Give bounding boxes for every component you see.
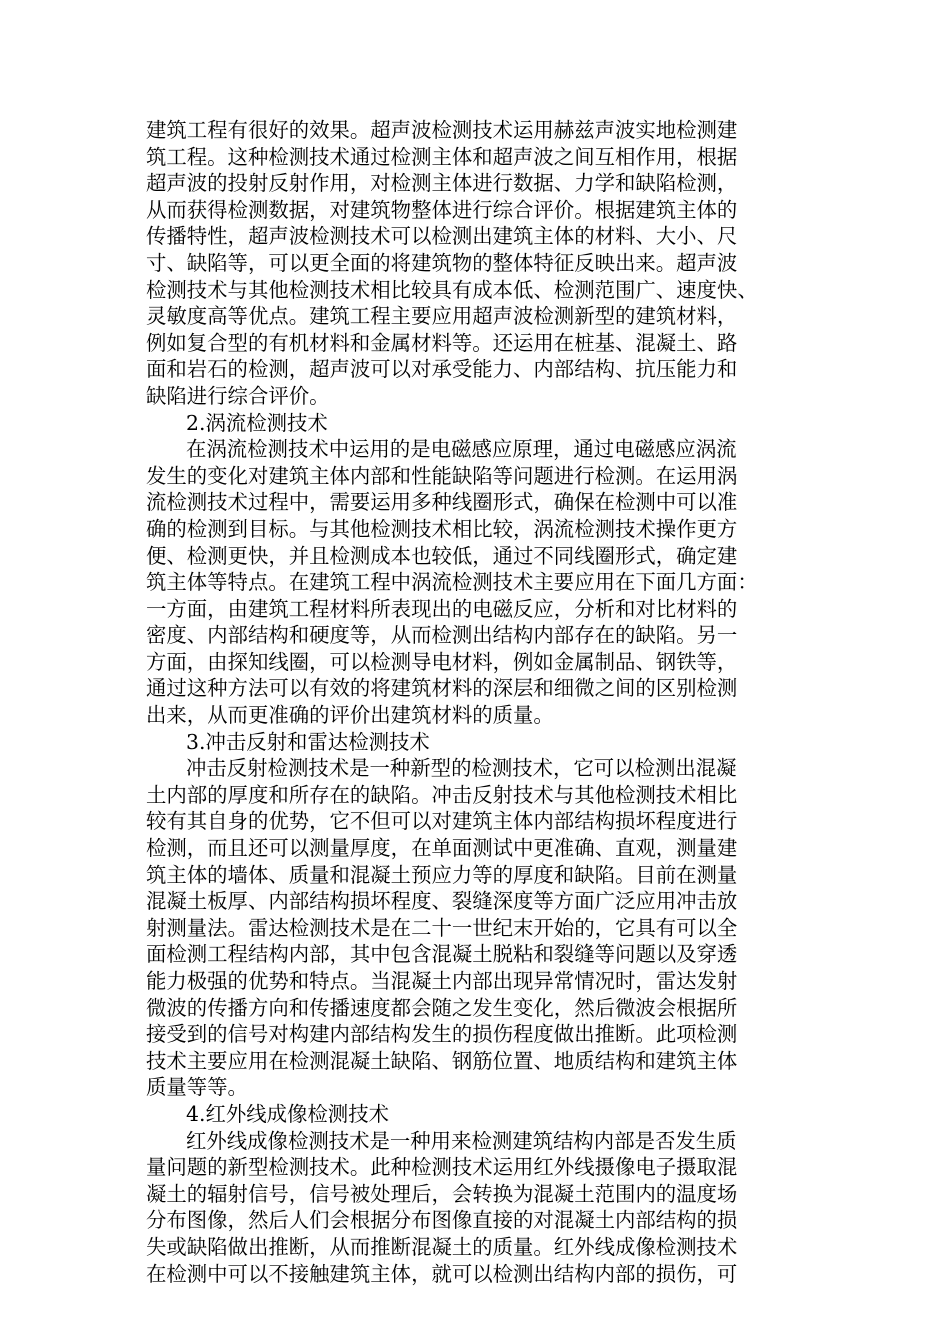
text-line: 面和岩石的检测，超声波可以对承受能力、内部结构、抗压能力和 [146,357,738,382]
text-line: 较有其自身的优势，它不但可以对建筑主体内部结构损坏程度进行 [146,809,738,834]
text-line: 检测，而且还可以测量厚度，在单面测试中更准确、直观，测量建 [146,836,738,861]
text-line: 流检测技术过程中，需要运用多种线圈形式，确保在检测中可以准 [146,490,738,515]
text-line: 方面，由探知线圈，可以检测导电材料，例如金属制品、钢铁等， [146,649,738,674]
text-line: 从而获得检测数据，对建筑物整体进行综合评价。根据建筑主体的 [146,197,738,222]
text-line: 在检测中可以不接触建筑主体，就可以检测出结构内部的损伤，可 [146,1261,738,1286]
paragraph-ultrasonic-continued [146,117,806,410]
text-line: 在涡流检测技术中运用的是电磁感应原理，通过电磁感应涡流 [186,437,737,462]
text-line: 确的检测到目标。与其他检测技术相比较，涡流检测技术操作更方 [146,516,738,541]
text-line: 分布图像，然后人们会根据分布图像直接的对混凝土内部结构的损 [146,1208,738,1233]
text-line: 超声波的投射反射作用，对检测主体进行数据、力学和缺陷检测， [146,171,738,196]
text-line: 灵敏度高等优点。建筑工程主要应用超声波检测新型的建筑材料， [146,304,738,329]
text-line: 筑工程。这种检测技术通过检测主体和超声波之间互相作用，根据 [146,144,738,169]
text-line: 微波的传播方向和传播速度都会随之发生变化，然后微波会根据所 [146,995,738,1020]
text-line: 例如复合型的有机材料和金属材料等。还运用在桩基、混凝土、路 [146,330,738,355]
section-heading-infrared: 4.红外线成像检测技术 [186,1101,389,1126]
paragraph-impact-radar [146,755,806,1101]
text-line: 冲击反射检测技术是一种新型的检测技术，它可以检测出混凝 [186,756,737,781]
text-line: 筑主体的墙体、质量和混凝土预应力等的厚度和缺陷。目前在测量 [146,862,738,887]
paragraph-infrared [146,1128,806,1288]
text-line: 传播特性，超声波检测技术可以检测出建筑主体的材料、大小、尺 [146,224,738,249]
text-line: 接受到的信号对构建内部结构发生的损伤程度做出推断。此项检测 [146,1022,738,1047]
text-line: 便、检测更快，并且检测成本也较低，通过不同线圈形式，确定建 [146,543,738,568]
text-line: 寸、缺陷等，可以更全面的将建筑物的整体特征反映出来。超声波 [146,250,738,275]
text-line: 红外线成像检测技术是一种用来检测建筑结构内部是否发生质 [186,1128,737,1153]
text-line: 质量等等。 [146,1075,248,1100]
paragraph-eddy-current [146,436,806,729]
text-line: 发生的变化对建筑主体内部和性能缺陷等问题进行检测。在运用涡 [146,463,738,488]
document-page [146,117,806,1287]
text-line: 混凝土板厚、内部结构损坏程度、裂缝深度等方面广泛应用冲击放 [146,889,738,914]
text-line: 技术主要应用在检测混凝土缺陷、钢筋位置、地质结构和建筑主体 [146,1048,738,1073]
text-line: 量问题的新型检测技术。此种检测技术运用红外线摄像电子摄取混 [146,1155,738,1180]
text-line: 筑主体等特点。在建筑工程中涡流检测技术主要应用在下面几方面： [146,570,758,595]
text-line: 土内部的厚度和所存在的缺陷。冲击反射技术与其他检测技术相比 [146,782,738,807]
text-line: 缺陷进行综合评价。 [146,383,330,408]
text-line: 出来，从而更准确的评价出建筑材料的质量。 [146,703,554,728]
section-heading-impact-radar: 3.冲击反射和雷达检测技术 [186,729,430,754]
text-line: 射测量法。雷达检测技术是在二十一世纪末开始的，它具有可以全 [146,915,738,940]
text-line: 建筑工程有很好的效果。超声波检测技术运用赫兹声波实地检测建 [146,118,738,142]
text-line: 一方面，由建筑工程材料所表现出的电磁反应，分析和对比材料的 [146,596,738,621]
text-line: 检测技术与其他检测技术相比较具有成本低、检测范围广、速度快、 [146,277,758,302]
text-line: 能力极强的优势和特点。当混凝土内部出现异常情况时，雷达发射 [146,969,738,993]
text-line: 通过这种方法可以有效的将建筑材料的深层和细微之间的区别检测 [146,676,738,701]
section-heading-eddy-current: 2.涡流检测技术 [186,410,328,435]
text-line: 失或缺陷做出推断，从而推断混凝土的质量。红外线成像检测技术 [146,1234,738,1259]
text-line: 密度、内部结构和硬度等，从而检测出结构内部存在的缺陷。另一 [146,623,738,648]
text-line: 面检测工程结构内部，其中包含混凝土脱粘和裂缝等问题以及穿透 [146,942,738,967]
text-line: 凝土的辐射信号，信号被处理后，会转换为混凝土范围内的温度场 [146,1181,738,1206]
